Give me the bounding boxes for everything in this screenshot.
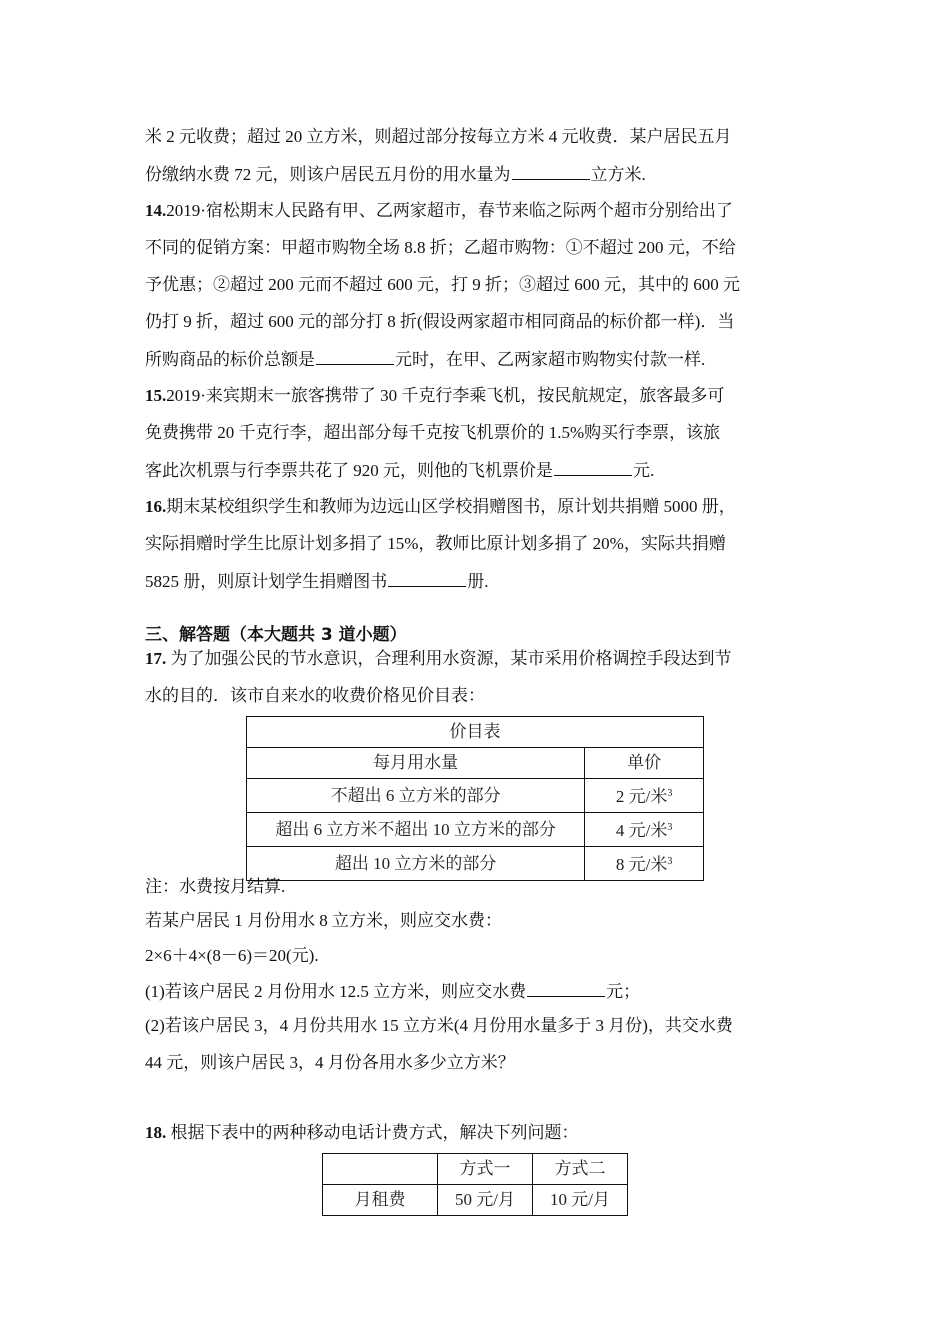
- q17-answer-blank[interactable]: [527, 980, 605, 997]
- q17-line-2: [145, 685, 485, 707]
- q15-line-3: [145, 459, 654, 482]
- q17-part1-text-b: 元；: [606, 982, 641, 1001]
- q17-part-1: [145, 980, 640, 1003]
- price-table-title: 价目表: [247, 717, 704, 748]
- q17-part-2-line-2: 44 元，则该户居民 3，4 月份各用水多少立方米？: [145, 1053, 515, 1072]
- q16-text-2: 实际捐赠时学生比原计划多捐了 15%，教师比原计划多捐了 20%，实际共捐赠: [145, 534, 726, 553]
- q17-part-2-line-1: (2)若该户居民 3，4 月份共用水 15 立方米(4 月份用水量多于 3 月份)，共交水费: [145, 1016, 733, 1035]
- q17-example-1: 若某户居民 1 月份用水 8 立方米，则应交水费：: [145, 911, 502, 930]
- billing-table-cell: 10 元/月: [533, 1185, 628, 1216]
- price-value: 2 元/米: [615, 787, 668, 806]
- q14-line-5: [145, 348, 705, 371]
- billing-table-corner: [323, 1154, 438, 1185]
- q14-text-2: 不同的促销方案：甲超市购物全场 8.8 折；乙超市购物：①不超过 200 元，不给: [145, 238, 736, 257]
- q15-number: 15.: [145, 386, 167, 405]
- q17-text-2: 水的目的．该市自来水的收费价格见价目表：: [145, 686, 485, 705]
- q17-text-1: 为了加强公民的节水意识，合理利用水资源，某市采用价格调控手段达到节: [170, 649, 732, 668]
- q15-line-1: [145, 385, 724, 407]
- q17-note: 注：水费按月结算.: [145, 877, 286, 896]
- q17-number: 17.: [145, 649, 167, 668]
- unit-superscript: 3: [667, 788, 673, 799]
- q15-text-3a: 客此次机票与行李票共花了 920 元，则他的飞机票价是: [145, 461, 553, 480]
- billing-table: [322, 1153, 628, 1216]
- q14-line-4: [145, 311, 734, 333]
- table-row: [247, 847, 704, 881]
- q16-line-1: [145, 496, 736, 518]
- q16-text-3b: 册.: [467, 572, 489, 591]
- q15-text-2: 免费携带 20 千克行李，超出部分每千克按飞机票价的 1.5%购买行李票，该旅: [145, 423, 721, 442]
- price-table-cell: [585, 779, 704, 813]
- q14-text-1: 2019·宿松期末人民路有甲、乙两家超市，春节来临之际两个超市分别给出了: [166, 201, 733, 220]
- price-table-cell: [585, 847, 704, 881]
- q16-line-3: [145, 570, 489, 593]
- q14-text-5a: 所购商品的标价总额是: [145, 350, 315, 369]
- unit-superscript: 3: [667, 822, 673, 833]
- q13-line-1: [145, 126, 732, 148]
- q16-answer-blank[interactable]: [388, 570, 466, 587]
- q16-text-3a: 5825 册，则原计划学生捐赠图书: [145, 572, 388, 591]
- billing-table-cell: 50 元/月: [438, 1185, 533, 1216]
- table-row: [247, 779, 704, 813]
- price-value: 8 元/米: [615, 855, 668, 874]
- price-table-cell: 不超出 6 立方米的部分: [247, 779, 585, 813]
- q13-answer-blank[interactable]: [512, 163, 590, 180]
- q18-text-1: 根据下表中的两种移动电话计费方式，解决下列问题：: [170, 1123, 579, 1142]
- price-table-header-price: 单价: [585, 748, 704, 779]
- q16-number: 16.: [145, 497, 167, 516]
- q13-line-2: [145, 163, 646, 186]
- q14-answer-blank[interactable]: [316, 348, 394, 365]
- price-table-cell: 超出 10 立方米的部分: [247, 847, 585, 881]
- price-table-cell: [585, 813, 704, 847]
- q14-line-1: [145, 200, 733, 222]
- billing-table-header-plan-1: 方式一: [438, 1154, 533, 1185]
- table-row: [323, 1185, 628, 1216]
- table-row: [247, 813, 704, 847]
- q16-text-1: 期末某校组织学生和教师为边远山区学校捐赠图书，原计划共捐赠 5000 册，: [166, 497, 736, 516]
- price-table-header-usage: 每月用水量: [247, 748, 585, 779]
- q14-text-3: 予优惠；②超过 200 元而不超过 600 元，打 9 折；③超过 600 元，其中的 600 元: [145, 275, 740, 294]
- q17-example-2: 2×6＋4×(8－6)＝20(元).: [145, 946, 319, 965]
- q17-part1-text-a: (1)若该户居民 2 月份用水 12.5 立方米，则应交水费: [145, 982, 527, 1001]
- q14-text-4: 仍打 9 折，超过 600 元的部分打 8 折(假设两家超市相同商品的标价都一样)．当: [145, 312, 735, 331]
- q15-line-2: [145, 422, 720, 444]
- q14-number: 14.: [145, 201, 167, 220]
- q15-text-3b: 元.: [633, 461, 655, 480]
- price-table: [246, 716, 704, 881]
- q14-text-5b: 元时，在甲、乙两家超市购物实付款一样.: [395, 350, 706, 369]
- price-table-cell: 超出 6 立方米不超出 10 立方米的部分: [247, 813, 585, 847]
- q14-line-3: [145, 274, 740, 296]
- q13-text-2a: 份缴纳水费 72 元，则该户居民五月份的用水量为: [145, 165, 511, 184]
- q18-line-1: [145, 1122, 579, 1144]
- q15-answer-blank[interactable]: [554, 459, 632, 476]
- section-heading: 三、解答题（本大题共 3 道小题）: [145, 625, 407, 645]
- q17-line-1: [145, 648, 732, 670]
- billing-table-row-label: 月租费: [323, 1185, 438, 1216]
- q14-line-2: [145, 237, 736, 259]
- unit-superscript: 3: [667, 856, 673, 867]
- q18-number: 18.: [145, 1123, 167, 1142]
- q13-text-2b: 立方米.: [590, 165, 646, 184]
- q16-line-2: [145, 533, 726, 555]
- price-value: 4 元/米: [615, 821, 668, 840]
- q13-text-1: 米 2 元收费；超过 20 立方米，则超过部分按每立方米 4 元收费．某户居民五月: [145, 127, 732, 146]
- q15-text-1: 2019·来宾期末一旅客携带了 30 千克行李乘飞机，按民航规定，旅客最多可: [166, 386, 725, 405]
- billing-table-header-plan-2: 方式二: [533, 1154, 628, 1185]
